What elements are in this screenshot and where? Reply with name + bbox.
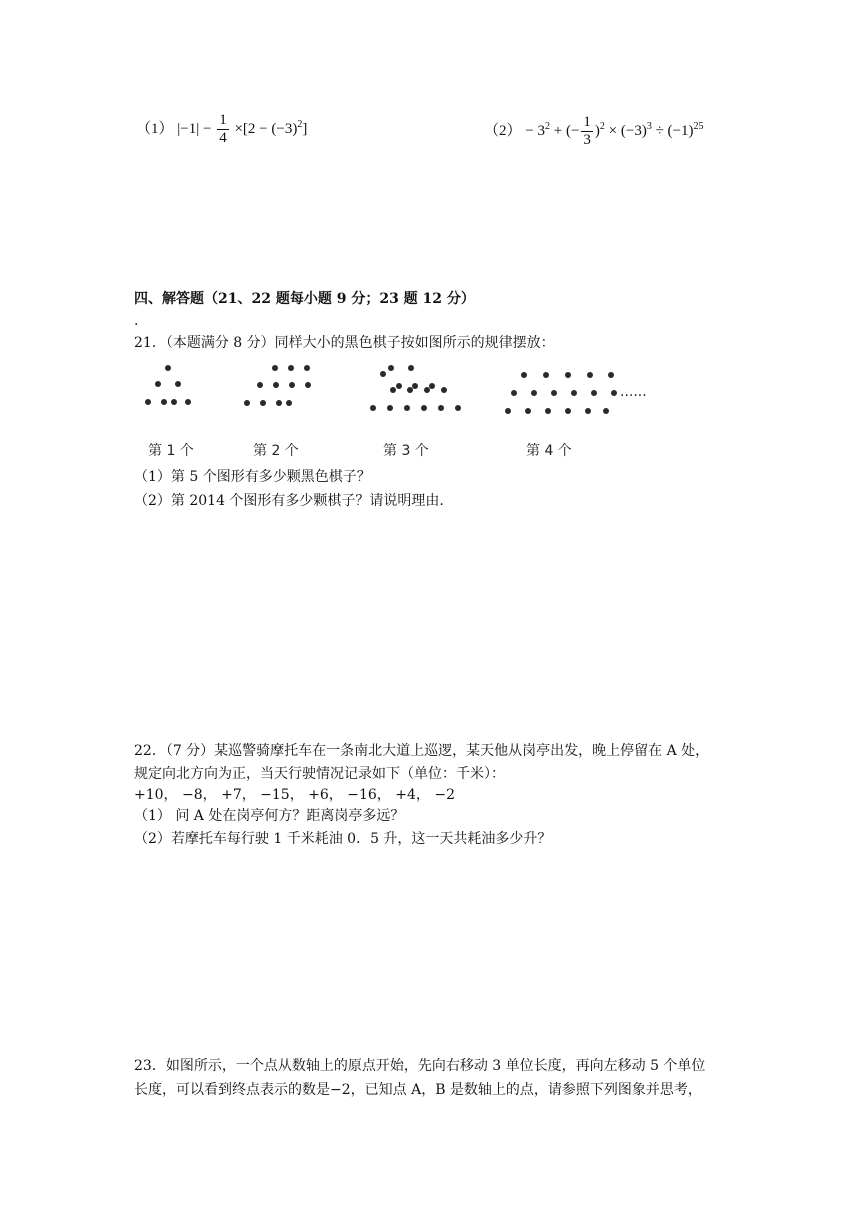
term-b: + (− [553, 122, 580, 139]
term-a-exponent: 2 [544, 120, 550, 132]
fraction-numerator: 1 [219, 112, 227, 128]
exponent: 2 [297, 118, 303, 130]
pattern-label-1: 第 1 个 [148, 443, 194, 459]
q21-pattern-figure [140, 358, 660, 468]
q22-stem-line-1: 22．（7 分）某巡警骑摩托车在一条南北大道上巡逻，某天他从岗亭出发，晚上停留在 A 处， [134, 743, 710, 759]
fraction-denominator: 4 [219, 130, 227, 146]
section-heading: 四、解答题（21、22 题每小题 9 分；23 题 12 分） [134, 291, 475, 307]
pattern-2 [244, 365, 311, 406]
term-c-exponent: 3 [646, 120, 652, 132]
abs-value: |−1| [177, 120, 200, 137]
pattern-ellipsis: ...... [620, 384, 647, 400]
pattern-1 [145, 365, 191, 405]
fraction-one-quarter [217, 112, 229, 147]
pattern-3 [370, 365, 461, 411]
q22-part-2: （2）若摩托车每行驶 1 千米耗油 0．5 升，这一天共耗油多少升？ [134, 831, 552, 847]
stray-dot: . [134, 313, 139, 329]
pattern-label-4: 第 4 个 [526, 443, 572, 459]
pattern-4 [505, 372, 617, 414]
q21-stem: 21．（本题满分 8 分）同样大小的黑色棋子按如图所示的规律摆放： [134, 335, 555, 351]
q21-part-1: （1）第 5 个图形有多少颗黑色棋子？ [134, 469, 371, 485]
term-d-exponent: 25 [693, 120, 704, 132]
term-b-close: ) [594, 122, 600, 139]
problem-2-label: （2） [484, 122, 522, 139]
q21-part-2: （2）第 2014 个图形有多少颗棋子？请说明理由. [134, 493, 444, 509]
q22-part-1: （1） 问 A 处在岗亭何方？距离岗亭多远？ [134, 808, 405, 824]
pattern-label-3: 第 3 个 [383, 443, 429, 459]
term-c: × (−3) [608, 122, 647, 139]
pattern-label-2: 第 2 个 [253, 443, 299, 459]
problem-2 [484, 114, 704, 149]
minus-sign: − [202, 120, 212, 137]
fraction-numerator: 1 [583, 114, 591, 130]
term-d: ÷ (−1) [655, 122, 694, 139]
term-b-exponent: 2 [599, 120, 605, 132]
bracket-close: ] [302, 120, 308, 137]
fraction-denominator: 3 [583, 132, 591, 148]
problem-1-label: （1） [136, 120, 174, 137]
q22-stem-line-2: 规定向北方向为正，当天行驶情况记录如下（单位：千米）： [134, 766, 505, 782]
fraction-one-third [581, 114, 593, 149]
term-a: − 3 [525, 122, 545, 139]
q23-line-2: 长度，可以看到终点表示的数是−2，已知点 A，B 是数轴上的点，请参照下列图象并思考， [134, 1082, 702, 1098]
q23-line-1: 23．如图所示，一个点从数轴上的原点开始，先向右移动 3 单位长度，再向左移动 5 个单位 [134, 1058, 706, 1074]
q22-records: +10， −8， +7， −15， +6， −16， +4， −2 [134, 787, 455, 803]
bracket-expression: ×[2 − (−3) [234, 120, 298, 137]
problem-1 [136, 112, 307, 147]
